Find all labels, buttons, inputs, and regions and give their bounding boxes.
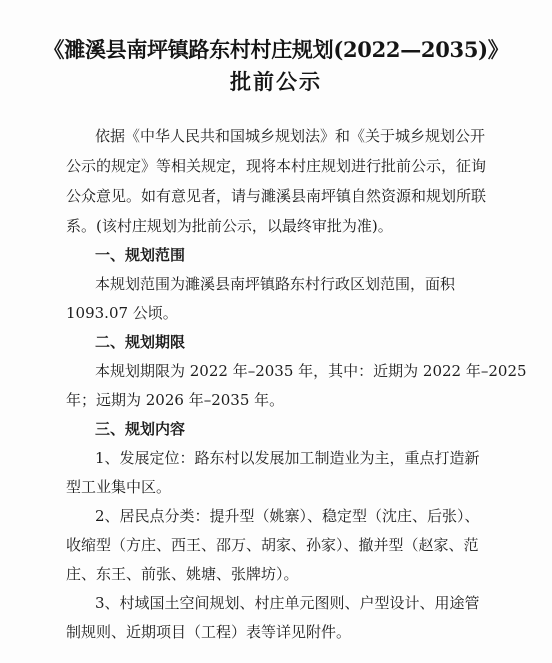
section-line: 2、居民点分类：提升型（姚寨）、稳定型（沈庄、后张）、 [95, 507, 480, 525]
intro-line: 公众意见。如有意见者，请与濉溪县南坪镇自然资源和规划所联 [66, 187, 487, 205]
section-heading-scope: 一、规划范围 [95, 246, 186, 264]
intro-line: 公示的规定》等相关规定，现将本村庄规划进行批前公示，征询 [66, 157, 487, 175]
section-line: 3、村域国土空间规划、村庄单元图则、户型设计、用途管 [95, 594, 480, 612]
section-line: 制规则、近期项目（工程）表等详见附件。 [66, 623, 352, 641]
section-heading-period: 二、规划期限 [95, 333, 186, 351]
section-line: 型工业集中区。 [66, 478, 172, 496]
section-line: 1093.07 公顷。 [66, 304, 178, 322]
section-line: 1、发展定位：路东村以发展加工制造业为主，重点打造新 [95, 449, 480, 467]
section-line: 本规划范围为濉溪县南坪镇路东村行政区划范围，面积 [95, 275, 456, 293]
section-heading-content: 三、规划内容 [95, 420, 186, 438]
intro-line: 系。(该村庄规划为批前公示，以最终审批为准)。 [66, 217, 393, 235]
section-line: 本规划期限为 2022 年–2035 年，其中：近期为 2022 年–2025 [95, 362, 527, 380]
section-line: 年；远期为 2026 年–2035 年。 [66, 391, 285, 409]
document-subtitle: 批前公示 [230, 69, 322, 94]
section-line: 收缩型（方庄、西王、邵万、胡家、孙家）、撤并型（赵家、范 [66, 536, 479, 554]
section-line: 庄、东王、前张、姚塘、张牌坊）。 [66, 565, 299, 583]
intro-line: 依据《中华人民共和国城乡规划法》和《关于城乡规划公开 [95, 127, 486, 145]
document-title: 《濉溪县南坪镇路东村村庄规划(2022—2035)》 [43, 37, 509, 62]
